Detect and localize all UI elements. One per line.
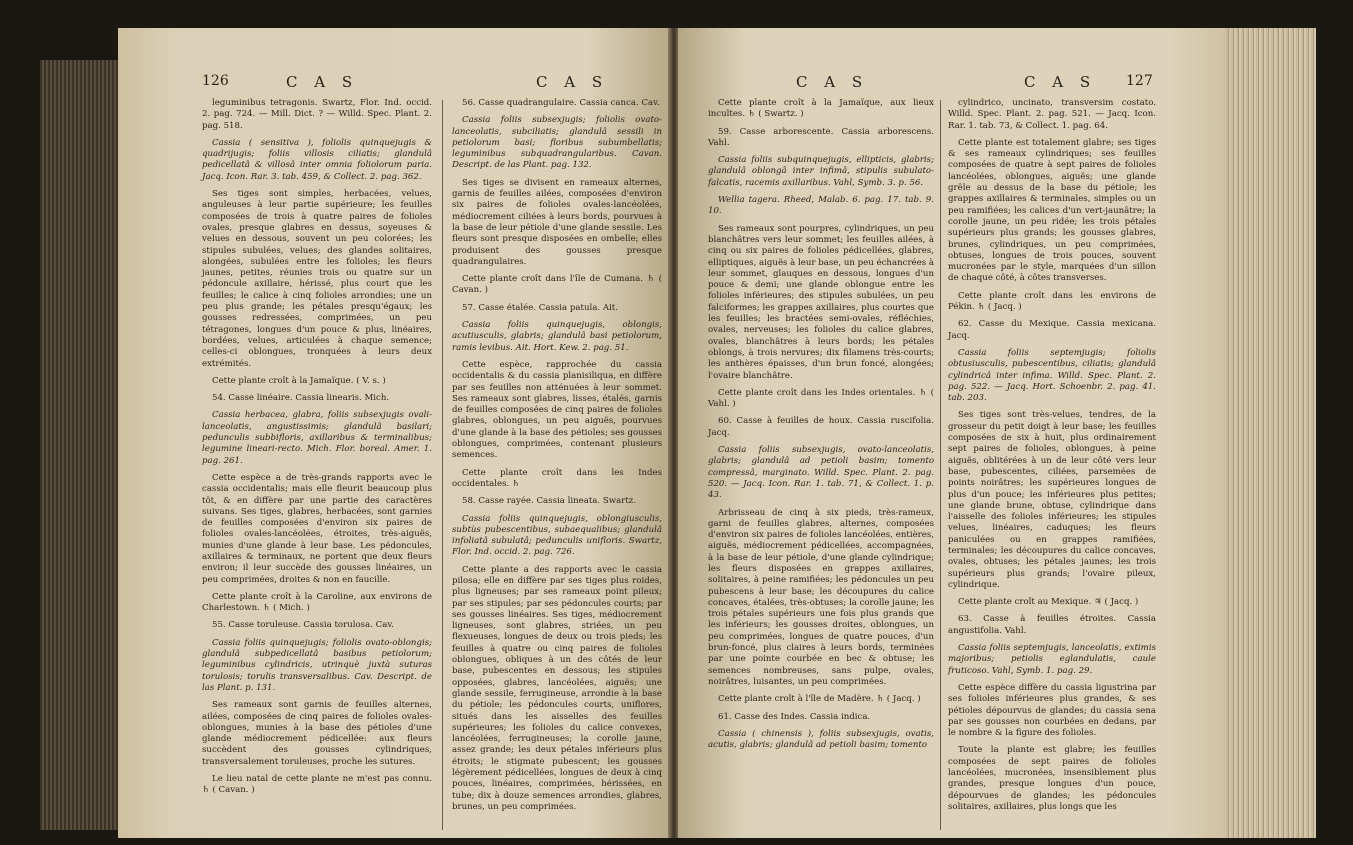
paragraph: Cette plante croît dans les environs de Pékin. ♄ ( Jacq. ) — [948, 290, 1156, 313]
text-column — [948, 98, 1156, 819]
page-number: 127 — [1126, 73, 1153, 89]
paragraph: Ses rameaux sont pourpres, cylindriques, un peu blanchâtres vers leur sommet; les feuilles ailées, à cinq ou six paires de folioles pédicellées, glabres, elliptiques, aiguës à leur base, un peu échancrées à leur sommet, glauques en dessous, longues d'un pouce & demi; une glande oblongue entre les folioles inférieures; des stipules subulées, un peu falciformes; les grappes axillaires, plus courtes que les feuilles; les bractées semi-ovales, réfléchies, ovales, nerveuses; les folioles du calice glabres, ovales, blanchâtres à leurs bords; les pétales oblongs, à trois nervures; dix filamens très-courts; les anthères épaisses, d'un brun foncé, alongées; l'ovaire blanchâtre. — [708, 223, 934, 381]
paragraph: 62. Casse du Mexique. Cassia mexicana. Jacq. — [948, 319, 1156, 341]
paragraph: Cette plante est totalement glabre; ses tiges & ses rameaux cylindriques; ses feuilles composées de quatre à sept paires de folioles lancéolées, oblongues, aiguës; une glande grêle au dessus de la base du pétiole; les grappes axillaires & terminales, simples ou un peu ramifiées; les calices d'un vert-jaunâtre; la corolle jaune, un peu ridée; les trois pétales supérieurs plus grands; les gousses glabres, brunes, cylindriques, un peu comprimées, obtuses, longues de trois pouces, souvent mucronées par le style, marquées d'un sillon de chaque côté, à côtes transverses. — [948, 137, 1156, 284]
paragraph: Arbrisseau de cinq à six pieds, très-rameux, garni de feuilles glabres, alternes, composées d'environ six paires de folioles lancéolées, entières, aiguës, médiocrement pédicellées, accompagnées, à la base de leur pétiole, d'une glande cylindrique; les fleurs disposées en grappes axillaires, solitaires, à peine ramifiées; les pédoncules un peu pubescens à leur base; les découpures du calice concaves, étalées, très-obtuses; la corolle jaune; les trois pétales supérieurs une fois plus grands que les inférieurs; les gousses droites, oblongues, un peu comprimées, longues de quatre pouces, d'un brun-foncé, plus claires à leurs bords, terminées par une pointe courbée en bec & obtuse; les semences nombreuses, sans pulpe, ovales, noirâtres, luisantes, un peu comprimées. — [708, 507, 934, 687]
text-column — [452, 98, 662, 819]
paragraph: 56. Casse quadrangulaire. Cassia canca. Cav. — [462, 98, 660, 108]
paragraph: cylindrico, uncinato, transversim costato. Willd. Spec. Plant. 2. pag. 521. — Jacq. Icon. Rar. 1. tab. 73, & Collect. 1. pag. 64. — [948, 98, 1156, 131]
column-rule — [442, 100, 443, 830]
paragraph: leguminibus tetragonis. Swartz, Flor. Ind. occid. 2. pag. 724. — Mill. Dict. ? — Willd. Spec. Plant. 2. pag. 518. — [202, 98, 432, 131]
page-number: 126 — [202, 73, 229, 89]
paragraph: Cassia ( sensitiva ), foliolis quinquejugis & quadrijugis; foliis villosis ciliatis; glandulâ pedicellatâ & villosâ inter omnia foliolorum paria. Jacq. Icon. Rar. 3. tab. 459, & Collect. 2. pag. 362. — [202, 137, 432, 182]
paragraph: Cette espèce, rapprochée du cassia occidentalis & du cassia planisiliqua, en diffère par ses feuilles non atténuées à leur sommet. Ses rameaux sont glabres, lisses, étalés, garnis de feuilles composées de cinq paires de folioles glabres, oblongues, un peu aiguës, pourvues d'une glande à la base des pétioles; ses gousses oblongues, comprimées, contenant plusieurs semences. — [452, 359, 662, 461]
running-head: C A S — [796, 73, 869, 91]
paragraph: Ses tiges se divisent en rameaux alternes, garnis de feuilles ailées, composées d'environ six paires de folioles ovales-lancéolées, médiocrement ciliées à leurs bords, pourvues à la base de leur pétiole d'une glande sessile. Les fleurs sont presque disposées en ombelle; elles produisent des gousses presque quadrangulaires. — [452, 177, 662, 267]
paragraph: Cassia foliis quinquejugis; foliolis ovato-oblongis; glandulâ subpedicellatâ basibus petiolorum; leguminibus cylindricis, utrinquè juxtà suturas torulosis; torulis transversalibus. Cav. Descript. de las Plant. p. 131. — [202, 637, 432, 693]
paragraph: 61. Casse des Indes. Cassia indica. — [718, 711, 871, 722]
paragraph: Cette plante croît à l'île de Madère. ♄ ( Jacq. ) — [718, 694, 921, 705]
paragraph: Cassia foliis subsexjugis, ovato-lanceolatis, glabris; glandulâ ad petioli basim; tomento compressâ, marginato. Willd. Spec. Plant. 2. pag. 520. — Jacq. Icon. Rar. 1. tab. 71, & Collect. 1. p. 43. — [708, 445, 934, 501]
paragraph: 58. Casse rayée. Cassia lineata. Swartz. — [462, 496, 637, 507]
paragraph: Cette plante croît dans les Indes occidentales. ♄ — [452, 467, 662, 489]
left-page — [118, 28, 670, 838]
paragraph: Cette espèce a de très-grands rapports avec le cassia occidentalis; mais elle fleurit beaucoup plus tôt, & en diffère par une partie des caractères suivans. Ses tiges, glabres, herbacées, sont garnies de feuilles composées d'environ six paires de folioles ovales-lancéolées, étroites, très-aiguës, munies d'une glande à leur base. Les pédoncules, axillaires & terminaux, ne portent que deux fleurs environ; il leur succède des gousses linéaires, un peu comprimées, droites & non en faucille. — [202, 472, 432, 585]
text-column — [202, 98, 432, 803]
paragraph: Cette plante croît au Mexique. ♃ ( Jacq. ) — [958, 597, 1139, 608]
paragraph: Cassia foliis subquinquejugis, ellipticis, glabris; glandulâ oblongâ inter infimâ, stipulis subulato-falcatis, racemis axillaribus. Vahl, Symb. 3. p. 56. — [708, 155, 934, 188]
paragraph: Cette plante croît à la Jamaïque, aux lieux incultes. ♄ ( Swartz. ) — [708, 98, 934, 120]
right-page-edges — [1226, 28, 1316, 838]
running-head: C A S — [286, 73, 359, 91]
paragraph: Cette plante croît dans les Indes orientales. ♄ ( Vahl. ) — [708, 387, 934, 410]
paragraph: 60. Casse à feuilles de houx. Cassia ruscifolia. Jacq. — [708, 416, 934, 438]
column-rule — [940, 100, 941, 830]
paragraph: 59. Casse arborescente. Cassia arborescens. Vahl. — [708, 126, 934, 148]
paragraph: Cassia foliis quinquejugis, oblongis, acutiusculis, glabris; glandulâ basi petiolorum, ramis levibus. Ait. Hort. Kew. 2. pag. 51. — [452, 320, 662, 353]
paragraph: Cassia foliis subsexjugis; foliolis ovato-lanceolatis, subciliatis; glandulâ sessili in petiolorum basi; floribus subumbellatis; leguminibus subquadrangularibus. Cavan. Descript. de las Plant. pag. 132. — [452, 115, 662, 171]
paragraph: Ses tiges sont simples, herbacées, velues, anguleuses à leur partie supérieure; les feuilles composées de trois à quatre paires de folioles ovales, presque glabres en dessus, soyeuses & velues en dessous, souvent un peu colorées; les stipules subulées, velues; des glandes solitaires, alongées, subulées entre les folioles; les fleurs jaunes, petites, réunies trois ou quatre sur un pédoncule axillaire, hérissé, plus court que les feuilles; le calice à cinq folioles arrondies; une un peu plus grande; les pétales presqu'égaux; les gousses redressées, comprimées, un peu tétragones, longues d'un pouce & plus, linéaires, bordées, velues, articulées à chaque semence; celles-ci oblongues, tronquées à leurs deux extrémités. — [202, 189, 432, 369]
paragraph: Wellia tagera. Rheed, Malab. 6. pag. 17. tab. 9. 10. — [708, 195, 934, 217]
paragraph: Cette plante croît dans l'île de Cumana. ♄ ( Cavan. ) — [452, 274, 662, 296]
right-page — [678, 28, 1226, 838]
running-head: C A S — [1024, 73, 1097, 91]
text-column — [708, 98, 934, 757]
paragraph: Cassia foliis septemjugis; foliolis obtusiusculis, pubescentibus, ciliatis; glandulâ cylindricâ inter infima. Willd. Spec. Plant. 2. pag. 522. — Jacq. Hort. Schoenbr. 2. pag. 41. tab. 203. — [948, 347, 1156, 404]
left-page-edges — [40, 60, 120, 830]
paragraph: 54. Casse linéaire. Cassia linearis. Mich. — [212, 393, 390, 404]
paragraph: Cette espèce diffère du cassia ligustrina par ses folioles inférieures plus grandes, & ses pétioles dépourvus de glandes; du cassia sena par ses gousses non courbées en dedans, par le nombre & la figure des folioles. — [948, 682, 1156, 739]
paragraph: Cassia foliis quinquejugis, oblongiusculis, subtùs pubescentibus, subaequalibus; glandulâ infoliatâ subulatâ; pedunculis unifloris. Swartz, Flor. Ind. occid. 2. pag. 726. — [452, 513, 662, 558]
paragraph: Cette plante a des rapports avec le cassia pilosa; elle en diffère par ses tiges plus roides, plus ligneuses; par ses rameaux point pileux; par ses stipules; par ses pédoncules courts; par ses gousses linéaires. Ses tiges, médiocrement ligneuses, sont glabres, striées, un peu flexueuses, longues de deux ou trois pieds; les feuilles à quatre ou cinq paires de folioles oblongues, obliques à un des côtés de leur base, pubescentes en dessous; les stipules opposées, glabres, lancéolées, aiguës; une glande sessile, ferrugineuse, arrondie à la base du pétiole; les pédoncules courts, uniflores, situés dans les aisselles des feuilles supérieures; les folioles du calice convexes, lancéolées, ferrugineuses; la corolle jaune, assez grande; les deux pétales inférieurs plus étroits; le stigmate pubescent; les gousses légèrement pédicellées, longues de deux à cinq pouces, linéaires, comprimées, hérissées, en tube; dix à douze semences arrondies, glabres, brunes, un peu comprimées. — [452, 564, 662, 812]
paragraph: Cette plante croît à la Caroline, aux environs de Charlestown. ♄ ( Mich. ) — [202, 591, 432, 614]
paragraph: Ses tiges sont très-velues, tendres, de la grosseur du petit doigt à leur base; les feuilles composées de six à huit, plus ordinairement sept paires de folioles, oblongues, à peine aiguës, oblitérées à un de leur côté vers leur base, pubescentes, ciliées, parsemées de points noirâtres; les supérieures longues de plus d'un pouce; les inférieures plus petites; une glande brune, obtuse, cylindrique dans l'aisselle des folioles inférieures; les stipules velues, linéaires, caduques; les fleurs paniculées ou en grappes ramifiées, terminales; les découpures du calice concaves, ovales, obtuses; les pétales jaunes; les trois supérieurs plus grands; l'ovaire pileux, cylindrique. — [948, 410, 1156, 590]
paragraph: Cette plante croît à la Jamaïque. ( V. s. ) — [212, 375, 386, 386]
paragraph: 63. Casse à feuilles étroites. Cassia angustifolia. Vahl. — [948, 614, 1156, 636]
paragraph: Le lieu natal de cette plante ne m'est pas connu. ♄ ( Cavan. ) — [202, 774, 432, 796]
paragraph: 55. Casse toruleuse. Cassia torulosa. Cav. — [212, 620, 394, 631]
paragraph: Cassia ( chinensis ), foliis subsexjugis, ovatis, acutis, glabris; glandulâ ad petioli basim; tomento — [708, 728, 934, 751]
running-head: C A S — [536, 73, 609, 91]
paragraph: Cassia herbacea, glabra, foliis subsexjugis ovali-lanceolatis, angustissimis; glandulâ basilari; pedunculis subbifloris, axillaribus & terminalibus; legumine lineari-recto. Mich. Flor. boreal. Amer. 1. pag. 261. — [202, 410, 432, 466]
paragraph: Toute la plante est glabre; les feuilles composées de sept paires de folioles lancéolées, mucronées, insensiblement plus grandes, presque longues d'un pouce, dépourvues de glandes; les pédoncules solitaires, axillaires, plus longs que les — [948, 745, 1156, 812]
paragraph: 57. Casse étalée. Cassia patula. Ait. — [462, 302, 618, 313]
paragraph: Ses rameaux sont garnis de feuilles alternes, ailées, composées de cinq paires de folioles ovales-oblongues, munies à la base des pétioles d'une glande médiocrement pédicellée: aux fleurs succèdent des gousses cylindriques, transversalement toruleuses, proche les sutures. — [202, 700, 432, 767]
paragraph: Cassia foliis septemjugis, lanceolatis, extimis majoribus; petiolis eglandulatis, caule fruticoso. Vahl, Symb. 1. pag. 29. — [948, 643, 1156, 676]
